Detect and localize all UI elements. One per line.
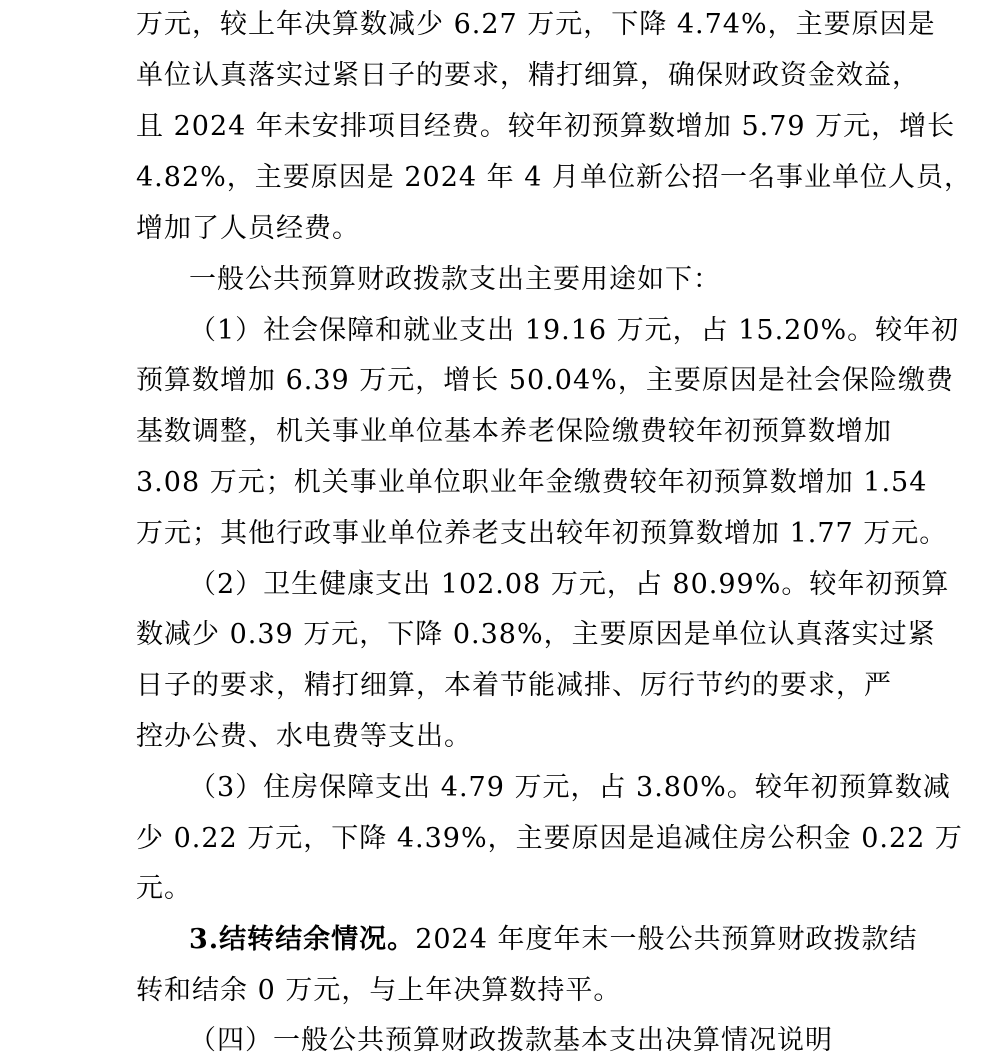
body-line-14: 日子的要求，精打细算，本着节能减排、厉行节约的要求，严 bbox=[136, 670, 892, 701]
body-line-11: 万元；其他行政事业单位养老支出较年初预算数增加 1.77 万元。 bbox=[136, 518, 948, 549]
body-line-12: （2）卫生健康支出 102.08 万元，占 80.99%。较年初预算 bbox=[189, 569, 950, 600]
body-line-16: （3）住房保障支出 4.79 万元，占 3.80%。较年初预算数减 bbox=[189, 772, 951, 803]
body-line-2: 单位认真落实过紧日子的要求，精打细算，确保财政资金效益， bbox=[136, 60, 920, 91]
section-heading-carryover: 3.结转结余情况。 bbox=[189, 924, 416, 955]
body-line-5: 增加了人员经费。 bbox=[136, 213, 360, 244]
body-line-13: 数减少 0.39 万元，下降 0.38%，主要原因是单位认真落实过紧 bbox=[136, 619, 936, 650]
body-line-1: 万元，较上年决算数减少 6.27 万元，下降 4.74%，主要原因是 bbox=[136, 9, 936, 40]
body-line-19 bbox=[189, 923, 917, 957]
body-line-20: 转和结余 0 万元，与上年决算数持平。 bbox=[136, 975, 622, 1006]
carryover-text: 2024 年度年末一般公共预算财政拨款结 bbox=[415, 924, 918, 955]
body-line-10: 3.08 万元；机关事业单位职业年金缴费较年初预算数增加 1.54 bbox=[136, 467, 928, 498]
body-line-17: 少 0.22 万元，下降 4.39%，主要原因是追减住房公积金 0.22 万 bbox=[136, 823, 963, 854]
body-line-3: 且 2024 年未安排项目经费。较年初预算数增加 5.79 万元，增长 bbox=[136, 111, 956, 142]
body-line-9: 基数调整，机关事业单位基本养老保险缴费较年初预算数增加 bbox=[136, 416, 892, 447]
body-line-8: 预算数增加 6.39 万元，增长 50.04%，主要原因是社会保险缴费 bbox=[136, 365, 954, 396]
section-heading-basic-expenditure: （四）一般公共预算财政拨款基本支出决算情况说明 bbox=[189, 1025, 833, 1056]
body-line-18: 元。 bbox=[136, 873, 192, 904]
body-line-6: 一般公共预算财政拨款支出主要用途如下： bbox=[189, 264, 721, 295]
body-line-15: 控办公费、水电费等支出。 bbox=[136, 721, 472, 752]
body-line-7: （1）社会保障和就业支出 19.16 万元，占 15.20%。较年初 bbox=[189, 315, 960, 346]
body-line-4: 4.82%，主要原因是 2024 年 4 月单位新公招一名事业单位人员， bbox=[136, 162, 972, 193]
